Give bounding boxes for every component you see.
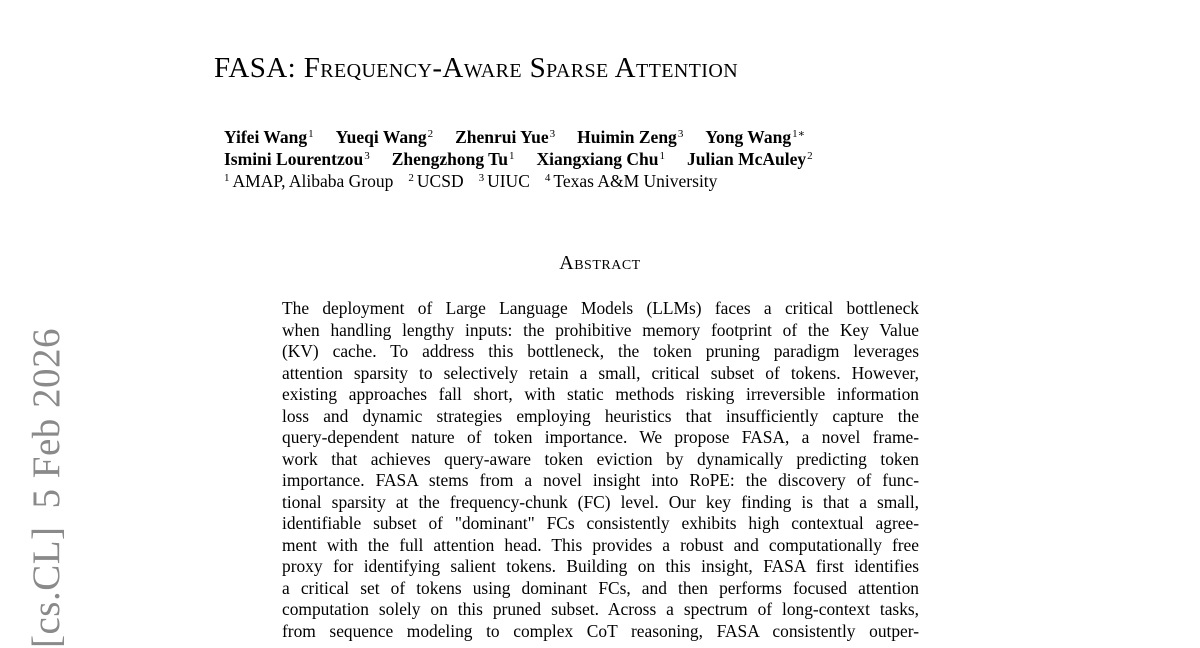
author-affiliation-mark: 2 [427, 128, 434, 140]
author-affiliation-mark: 1 [508, 150, 515, 162]
affiliation-mark: 3 [478, 172, 485, 184]
author-affiliation-mark: 1 [308, 128, 314, 140]
affiliation-name: UIUC [487, 171, 530, 191]
author-name-text: Yueqi Wang [335, 127, 427, 147]
abstract-line: The deployment of Large Language Models (LLMs) faces a critical bottleneck [282, 298, 919, 318]
abstract-line: work that achieves query-aware token eviction by dynamically predicting token [282, 448, 919, 469]
abstract-line: tional sparsity at the frequency-chunk (FC) level. Our key finding is that a small, [282, 491, 919, 512]
abstract-line: from sequence modeling to complex CoT reasoning, FASA consistently outper- [282, 620, 919, 641]
affiliation [224, 170, 393, 192]
affiliation [408, 170, 463, 192]
author-line-2 [224, 148, 835, 170]
abstract-line: when handling lengthy inputs: the prohibitive memory footprint of the Key Value [282, 319, 919, 340]
author-name [687, 148, 813, 170]
abstract-line: loss and dynamic strategies employing heuristics that insufficiently capture the [282, 405, 919, 426]
abstract-line: query-dependent nature of token importance. We propose FASA, a novel frame- [282, 427, 919, 447]
author-block [224, 126, 835, 192]
abstract-line: attention sparsity to selectively retain a small, critical subset of tokens. However, [282, 362, 919, 383]
abstract-line: proxy for identifying salient tokens. Building on this insight, FASA first identifies [282, 556, 919, 576]
author-affiliation-mark: 2 [807, 150, 813, 162]
abstract-line: importance. FASA stems from a novel insight into RoPE: the discovery of func- [282, 470, 919, 490]
author-name-text: Huimin Zeng [577, 127, 677, 147]
author-name [577, 126, 683, 148]
author-name-text: Xiangxiang Chu [536, 149, 659, 169]
author-name [392, 148, 515, 170]
abstract-body [282, 298, 919, 642]
author-affiliation-mark: 3 [549, 128, 556, 140]
author-name-text: Julian McAuley [687, 149, 807, 169]
affiliation-name: UCSD [416, 171, 464, 191]
author-name [224, 148, 370, 170]
author-affiliation-mark: 3 [677, 128, 684, 140]
arxiv-date: 5 Feb 2026 [25, 327, 68, 509]
abstract-heading: Abstract [559, 252, 641, 274]
paper-title [214, 48, 738, 88]
arxiv-side-stamp [25, 328, 69, 648]
author-line-1 [224, 126, 835, 148]
author-name [705, 126, 805, 148]
paper-title-rest: Frequency-Aware Sparse Attention [303, 52, 739, 84]
author-name-text: Ismini Lourentzou [224, 149, 364, 169]
affiliation-mark: 1 [224, 172, 230, 184]
affiliation [479, 170, 530, 192]
author-affiliation-mark: 1 [659, 150, 666, 162]
author-name [536, 148, 665, 170]
affiliation-name: Texas A&M University [553, 171, 718, 191]
abstract-line: identifiable subset of "dominant" FCs consistently exhibits high contextual agree- [282, 513, 919, 533]
author-name [455, 126, 555, 148]
author-name [336, 126, 433, 148]
abstract-line: (KV) cache. To address this bottleneck, the token pruning paradigm leverages [282, 341, 919, 361]
author-name-text: Zhenrui Yue [455, 127, 549, 147]
author-name [224, 126, 314, 148]
affiliation-mark: 2 [408, 172, 414, 184]
abstract-line: existing approaches fall short, with static methods risking irreversible information [282, 384, 919, 404]
author-name-text: Yifei Wang [224, 127, 308, 147]
author-affiliation-mark: 1∗ [792, 128, 806, 140]
abstract-line: ment with the full attention head. This provides a robust and computationally free [282, 534, 919, 555]
author-affiliation-mark: 3 [364, 150, 370, 162]
arxiv-category: [cs.CL] [25, 526, 68, 648]
paper-title-prefix: FASA: [214, 52, 297, 84]
affiliation-name: AMAP, Alibaba Group [232, 171, 394, 191]
affiliation [545, 170, 718, 192]
author-name-text: Zhengzhong Tu [391, 149, 508, 169]
affiliation-mark: 4 [544, 172, 551, 184]
affiliation-line [224, 170, 835, 192]
abstract-line: computation solely on this pruned subset. Across a spectrum of long-context tasks, [282, 599, 919, 619]
author-name-text: Yong Wang [705, 127, 792, 147]
abstract-line: a critical set of tokens using dominant FCs, and then performs focused attention [282, 577, 919, 598]
